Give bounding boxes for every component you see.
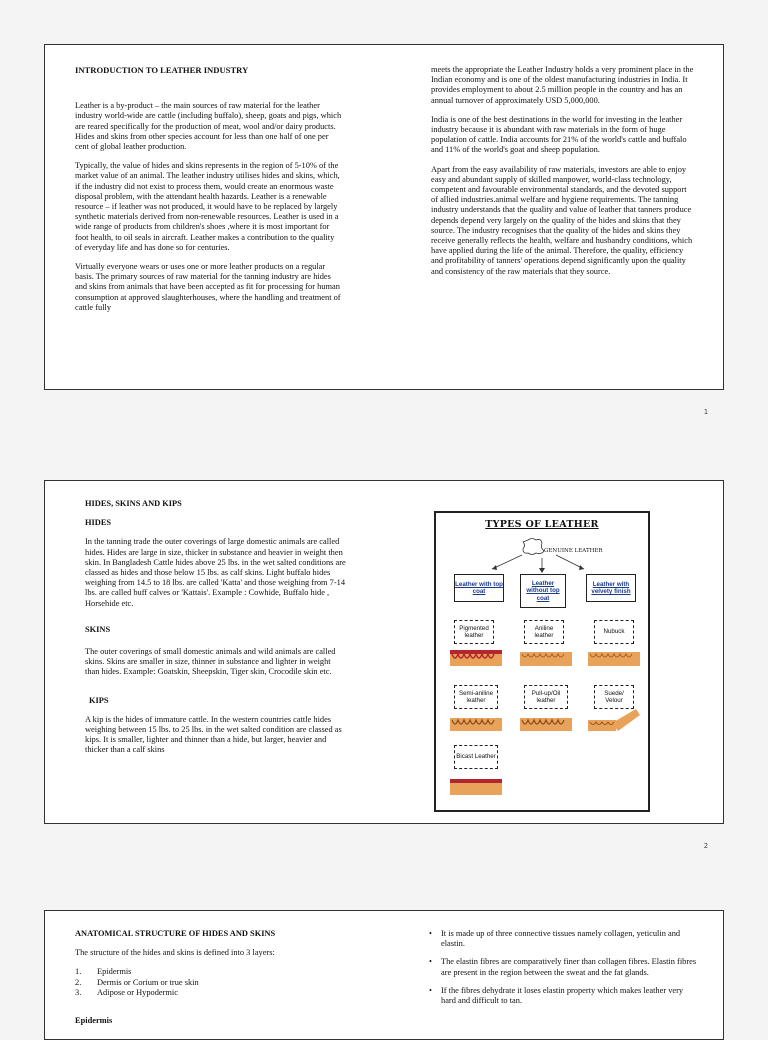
list-item: 1. Epidermis [75, 967, 132, 977]
nubuck-box: Nubuck [594, 620, 634, 644]
kips-heading: KIPS [89, 695, 109, 705]
semi-aniline-swatch [450, 718, 502, 731]
paragraph: meets the appropriate the Leather Industry holds a very prominent place in the Indian economy and is one of the oldest manufacturing industries in India. It provides employment to about 2.5 million people in the country and has an annual turnover of approximately USD 5,000,000. [431, 65, 694, 105]
bullet-list [429, 929, 699, 1006]
bicast-box: Bicast Leather [454, 745, 498, 769]
page-2 [44, 480, 724, 824]
list-item: 3. Adipose or Hypodermic [75, 987, 178, 997]
list-item: 2. Dermis or Corium or true skin [75, 977, 199, 987]
list-item: • If the fibres dehydrate it loses elastin property which makes leather very hard and difficult to tan. [429, 985, 684, 1006]
leather-velvety-box: Leather with velvety finish [586, 574, 636, 602]
leather-no-top-coat-box: Leather without top coat [520, 574, 566, 608]
pigmented-leather-box: Pigmented leather [454, 620, 494, 644]
section-title: ANATOMICAL STRUCTURE OF HIDES AND SKINS [75, 929, 276, 938]
kips-paragraph: A kip is the hides of immature cattle. In the western countries cattle hides weighing between 15 lbs. to 25 lbs. in the wet salted condition are classed as kips. It is smaller, lighter and thinner than a hide, but larger, heavier and thicker than a calf skins [85, 714, 342, 755]
nubuck-swatch [588, 652, 640, 666]
section-title: HIDES, SKINS AND KIPS [85, 499, 182, 508]
page-title: INTRODUCTION TO LEATHER INDUSTRY [75, 65, 249, 75]
pull-up-swatch [520, 718, 572, 731]
text-column [85, 499, 347, 765]
left-column [75, 929, 343, 1035]
bicast-swatch [450, 779, 502, 795]
leather-top-coat-box: Leather with top coat [454, 574, 504, 602]
genuine-leather-label: GENUINE LEATHER [544, 548, 603, 554]
right-column [429, 929, 699, 1014]
hides-paragraph: In the tanning trade the outer coverings of large domestic animals are called hides. Hides are large in size, thicker in substance and heavier in weight then skin. In Bangladesh Cattle hides above 25 lbs. in the wet salted conditions are classed as hides and those below 15 lbs. as calf skins. Light buffalo hides weighing from 14.5 to 18 lbs. are called 'Katta' and those weighing from 7-14 lbs. are called buff calves or 'Kattais'. Example : Cowhide, Buffalo hide , Horsehide etc. [85, 537, 346, 608]
page-number: 2 [703, 842, 708, 850]
semi-aniline-box: Semi-aniline leather [454, 685, 498, 709]
pull-up-box: Pull-up/Oil leather [524, 685, 568, 709]
types-of-leather-diagram [434, 511, 650, 812]
skins-heading: SKINS [85, 624, 111, 634]
left-column [75, 65, 343, 322]
skins-paragraph: The outer coverings of small domestic animals and wild animals are called skins. Skins are smaller in size, thinner in substance and lighter in weight than hides. Example: Goatskin, Sheepskin, Tiger skin, Crocodile skin etc. [85, 647, 336, 677]
suede-swatch [588, 709, 640, 731]
epidermis-heading: Epidermis [75, 1016, 113, 1026]
pigmented-swatch [450, 650, 502, 666]
paragraph: India is one of the best destinations in the world for investing in the leather industry because it is abundant with raw materials in the form of huge population of cattle. India accounts for 21% of the world's cattle and buffalo and 11% of the world's goat and sheep population. [431, 114, 687, 155]
paragraph: Apart from the easy availability of raw materials, investors are able to enjoy easy and abundant supply of skilled manpower, world-class technology, competent and favourable environmental standards, and the devoted support of allied industries.animal welfare and hygiene requirements. The tanning industry understands that the quality and value of leather that tanners produce depends depend very largely on the quality of the hides and skins that they source. The industry recognises that the quality of the hides and skins they receive generally reflects the health, welfare and husbandry conditions, which have applied during the life of the animal. Therefore, the quality, efficiency and profitability of tanners' operations depend significantly upon the quality and consistency of the raw materials that they source. [431, 164, 693, 276]
paragraph: Typically, the value of hides and skins represents in the region of 5-10% of the market value of an animal. The leather industry utilises hides and skins, which, if the industry did not exist to process them, would create an enormous waste disposal problem, with the attendant health hazards. Leather is a renewable resource – if leather was not produced, it would have to be replaced by largely synthetic materials derived from non-renewable resources. Leather is used in a wide range of products from children's shoes ,where it is most important for foot health, to oil seals in aircraft. Leather makes a contribution to the quality of everyday life and has done so for centuries. [75, 161, 340, 252]
right-column [431, 65, 695, 286]
page-number: 1 [703, 408, 708, 416]
page-1 [44, 44, 724, 390]
layers-list [75, 967, 343, 998]
hides-heading: HIDES [85, 518, 112, 528]
page-3 [44, 910, 724, 1040]
diagram-title: TYPES OF LEATHER [485, 519, 599, 530]
paragraph: Leather is a by-product – the main sources of raw material for the leather industry world-wide are cattle (including buffalo), sheep, goats and pigs, which are reared specifically for the production of meat, wool and/or dairy products. Hides and skins from other species account for less than one half of one per cent of global leather production. [75, 101, 342, 152]
suede-box: Suede/ Velour [594, 685, 634, 709]
aniline-swatch [520, 652, 572, 666]
intro-text: The structure of the hides and skins is defined into 3 layers: [75, 948, 275, 958]
aniline-leather-box: Aniline leather [524, 620, 564, 644]
list-item: • The elastin fibres are comparatively finer than collagen fibres. Elastin fibres are present in the region between the sweat and the fat glands. [429, 957, 697, 977]
paragraph: Virtually everyone wears or uses one or more leather products on a regular basis. The primary sources of raw material for the tanning industry are hides and skins from animals that have been accepted as fit for processing for human consumption at approved slaughterhouses, where the handling and treatment of cattle fully [75, 262, 341, 312]
list-item: • It is made up of three connective tissues namely collagen, yeticulin and elastin. [429, 929, 681, 949]
